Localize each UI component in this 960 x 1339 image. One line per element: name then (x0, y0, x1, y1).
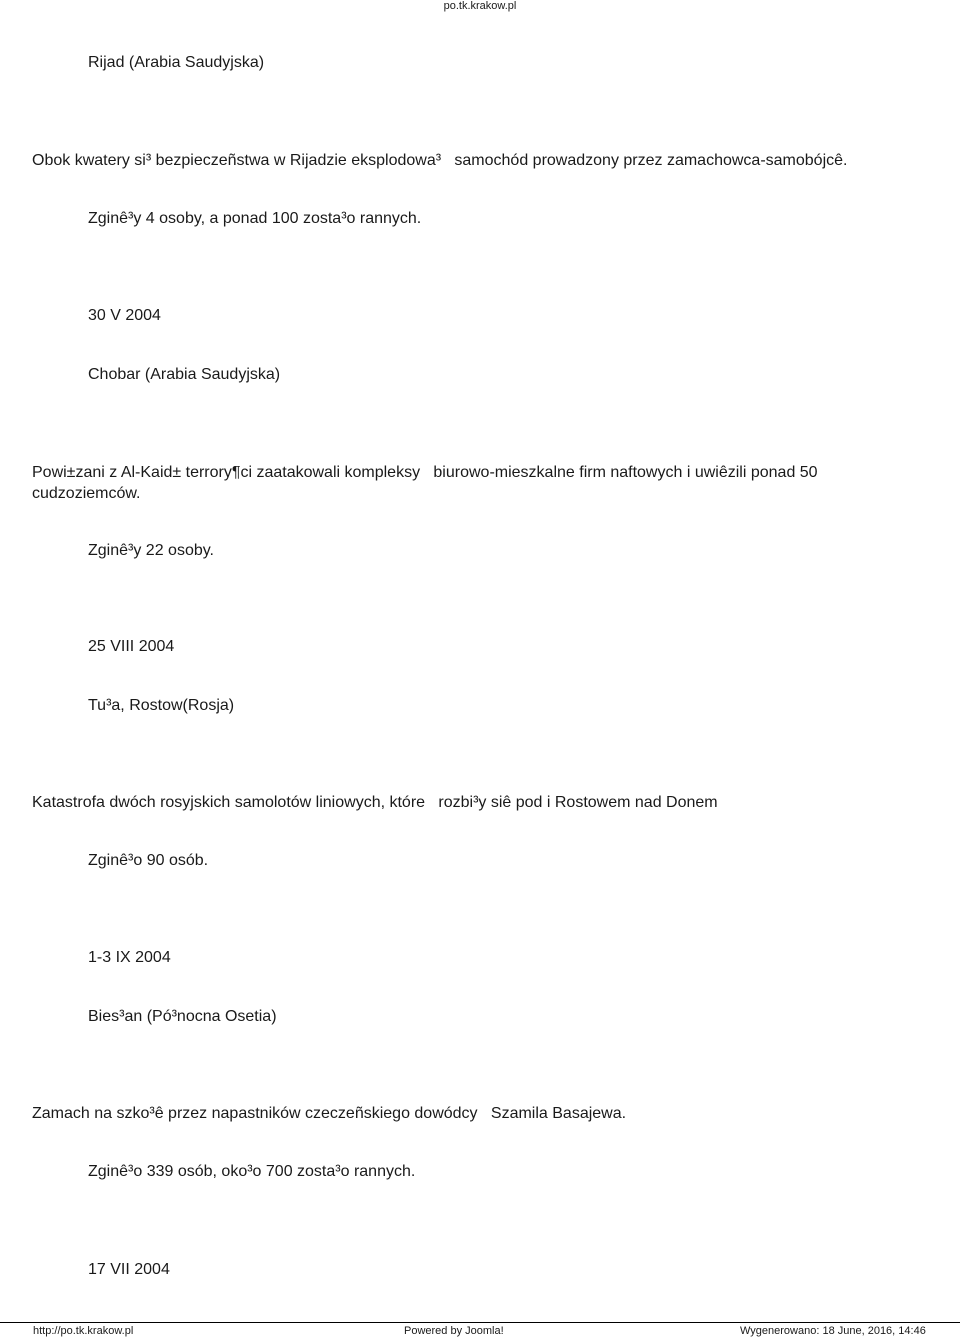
location-beslan: Bies³an (Pó³nocna Osetia) (88, 1008, 277, 1025)
location-riyadh: Rijad (Arabia Saudyjska) (88, 54, 265, 71)
footer-generated-date: Wygenerowano: 18 June, 2016, 14:46 (740, 1325, 926, 1337)
page-header-site: po.tk.krakow.pl (443, 0, 517, 12)
casualties-riyadh: Zginê³y 4 osoby, a ponad 100 zosta³o rannych. (88, 210, 422, 227)
footer-url-link[interactable]: http://po.tk.krakow.pl (33, 1325, 134, 1337)
date-1-3-ix-2004: 1-3 IX 2004 (88, 949, 171, 966)
event-description-plane-crash: Katastrofa dwóch rosyjskich samolotów liniowych, które rozbi³y siê pod i Rostowem nad Donem (32, 794, 718, 811)
casualties-beslan: Zginê³o 339 osób, oko³o 700 zosta³o rannych. (88, 1163, 416, 1180)
casualties-plane-crash: Zginê³o 90 osób. (88, 852, 209, 869)
footer-powered-by: Powered by Joomla! (404, 1325, 504, 1337)
casualties-khobar: Zginê³y 22 osoby. (88, 542, 214, 559)
page-footer (0, 1322, 960, 1339)
event-description-beslan: Zamach na szko³ê przez napastników czeczeñskiego dowódcy Szamila Basajewa. (32, 1105, 627, 1122)
location-khobar: Chobar (Arabia Saudyjska) (88, 366, 281, 383)
event-description-khobar: Powi±zani z Al-Kaid± terrory¶ci zaatakowali kompleksy biurowo-mieszkalne firm naftowych i uwiêzili ponad 50 cudzoziemców. (32, 464, 823, 502)
date-17-vii-2004: 17 VII 2004 (88, 1261, 170, 1278)
date-25-viii-2004: 25 VIII 2004 (88, 638, 175, 655)
location-tula-rostov: Tu³a, Rostow(Rosja) (88, 697, 235, 714)
event-description-riyadh: Obok kwatery si³ bezpieczeñstwa w Rijadzie eksplodowa³ samochód prowadzony przez zamachowca-samobójcê. (32, 152, 848, 169)
date-30-v-2004: 30 V 2004 (88, 307, 161, 324)
